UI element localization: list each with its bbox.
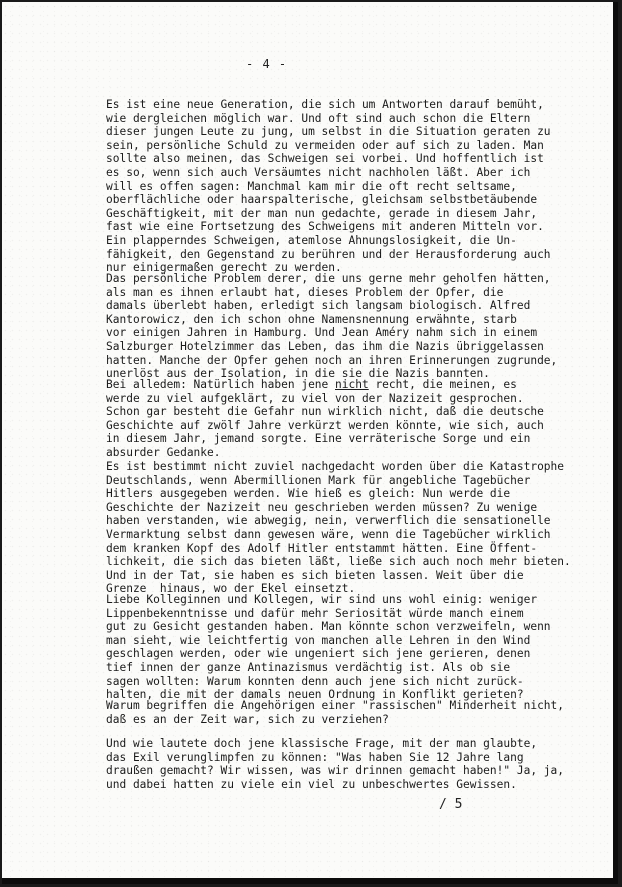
text-line: will es offen sagen: Manchmal kam mir die oft recht seltsame, — [106, 179, 517, 193]
text-line: absurder Gedanke. — [106, 445, 221, 459]
text-line: es so, wenn sich auch Versäumtes nicht nachholen läßt. Aber ich — [106, 165, 531, 179]
text-line: daß es an der Zeit war, sich zu verziehen? — [106, 712, 389, 726]
text-line: nur einigermaßen gerecht zu werden. — [106, 261, 342, 275]
text-line: haben verstanden, wie abwegig, nein, verwerflich die sensationelle — [106, 514, 551, 528]
text-line: Grenze hinaus, wo der Ekel einsetzt. — [106, 582, 356, 596]
document-page — [2, 2, 618, 884]
text-line: hatten. Manche der Opfer gehen noch an ihren Erinnerungen zugrunde, — [106, 353, 558, 367]
text-line: Vermarktung selbst dann gewesen wäre, wenn die Tagebücher wirklich — [106, 527, 551, 541]
text-line: Ein plapperndes Schweigen, atemlose Ahnungslosigkeit, die Un- — [106, 233, 517, 247]
text-line: draußen gemacht? Wir wissen, was wir drinnen gemacht haben!" Ja, ja, — [106, 764, 565, 778]
text-line: sein, persönliche Schuld zu vermeiden oder auf sich zu laden. Man — [106, 138, 544, 152]
text-line: Deutschlands, wenn Abermillionen Mark für angebliche Tagebücher — [106, 473, 531, 487]
text-line: geschlagen werden, oder wie ungeniert sich jene gerieren, denen — [106, 647, 531, 661]
text-line: Geschichte der Nazizeit neu geschrieben werden müssen? Zu wenige — [106, 500, 538, 514]
text-line: damals überlebt haben, erledigt sich langsam biologisch. Alfred — [106, 299, 531, 313]
text-line: Und wie lautete doch jene klassische Frage, mit der man glaubte, — [106, 737, 538, 750]
paragraph-5 — [106, 593, 551, 702]
text-line: oberflächliche oder haarspalterische, gleichsam selbstbetäubende — [106, 193, 538, 207]
text-line: das Exil verunglimpfen zu können: "Was haben Sie 12 Jahre lang — [106, 750, 524, 764]
text-line: tief innen der ganze Antinazismus verdächtig ist. Als ob sie — [106, 660, 511, 674]
text-line: und dabei hatten zu viele ein viel zu unbeschwertes Gewissen. — [106, 777, 517, 791]
text-line: Liebe Kolleginnen und Kollegen, wir sind uns wohl einig: weniger — [106, 593, 538, 606]
paragraph-4 — [106, 460, 571, 596]
text-line: Kantorowicz, den ich schon ohne Namensnennung erwähnte, starb — [106, 312, 517, 326]
text-line: gut zu Gesicht gestanden haben. Man könnte schon verzweifeln, wenn — [106, 620, 551, 634]
text-line: sagen wollten: Warum konnten denn auch jene sich nicht zurück- — [106, 674, 524, 688]
text-line: wie dergleichen möglich war. Und oft sind auch schon die Eltern — [106, 111, 531, 125]
text-line: vor einigen Jahren in Hamburg. Und Jean Améry nahm sich in einem — [106, 326, 538, 340]
paragraph-2 — [106, 272, 557, 381]
text-line: dieser jungen Leute zu jung, um selbst in die Situation geraten zu — [106, 125, 551, 139]
emphasis-nicht: nicht — [335, 378, 369, 391]
text-line: sollte also meinen, das Schweigen sei vorbei. Und hoffentlich ist — [106, 152, 544, 166]
paragraph-6 — [106, 699, 564, 726]
text-line: in diesem Jahr, jemand sorgte. Eine verräterische Sorge und ein — [106, 432, 531, 446]
text-line: Hitlers ausgegeben werden. Wie hieß es gleich: Nun werde die — [106, 487, 511, 501]
continuation-marker: / 5 — [439, 797, 463, 812]
text-line: fähigkeit, den Gegenstand zu berühren und der Herausforderung auch — [106, 247, 551, 261]
text-line: als man es ihnen erlaubt hat, dieses Problem der Opfer, die — [106, 285, 504, 299]
text-line: Es ist eine neue Generation, die sich um Antworten darauf bemüht, — [106, 98, 544, 111]
text-line: Salzburger Hotelzimmer das Leben, das ihm die Nazis übriggelassen — [106, 339, 544, 353]
text-line: Bei alledem: Natürlich haben jene nicht recht, die meinen, es — [106, 378, 517, 391]
text-line: lichkeit, die sich das bieten läßt, ließe sich auch noch mehr bieten. — [106, 555, 571, 569]
text-line: Warum begriffen die Angehörigen einer "rassischen" Minderheit nicht, — [106, 699, 565, 712]
page-number: - 4 - — [246, 57, 288, 71]
text-line: Das persönliche Problem derer, die uns gerne mehr geholfen hätten, — [106, 272, 551, 285]
text-line: werde zu viel aufgeklärt, zu viel von der Nazizeit gesprochen. — [106, 391, 524, 405]
text-line: Schon gar besteht die Gefahr nun wirklich nicht, daß die deutsche — [106, 405, 544, 419]
paragraph-1 — [106, 98, 551, 275]
text-line: Es ist bestimmt nicht zuviel nachgedacht worden über die Katastrophe — [106, 460, 565, 473]
text-line: man sieht, wie leichtfertig von manchen alle Lehren in den Wind — [106, 633, 531, 647]
paragraph-3 — [106, 378, 544, 460]
text-line: fast wie eine Fortsetzung des Schweigens mit anderen Mitteln vor. — [106, 220, 544, 234]
text-line: dem kranken Kopf des Adolf Hitler entstammt hätten. Eine Öffent- — [106, 541, 538, 555]
text-line: Geschichte auf zwölf Jahre verkürzt werden könnte, wie sich, auch — [106, 418, 544, 432]
text-line: Und in der Tat, sie haben es sich bieten lassen. Weit über die — [106, 568, 524, 582]
paragraph-7 — [106, 737, 564, 791]
text-line: halten, die mit der damals neuen Ordnung in Konflikt gerieten? — [106, 688, 524, 702]
text-line: Geschäftigkeit, mit der man nun gedachte, gerade in diesem Jahr, — [106, 206, 538, 220]
text-line: unerlöst aus der Isolation, in die sie die Nazis bannten. — [106, 367, 490, 381]
text-line: Lippenbekenntnisse und dafür mehr Seriosität würde manch einem — [106, 606, 524, 620]
